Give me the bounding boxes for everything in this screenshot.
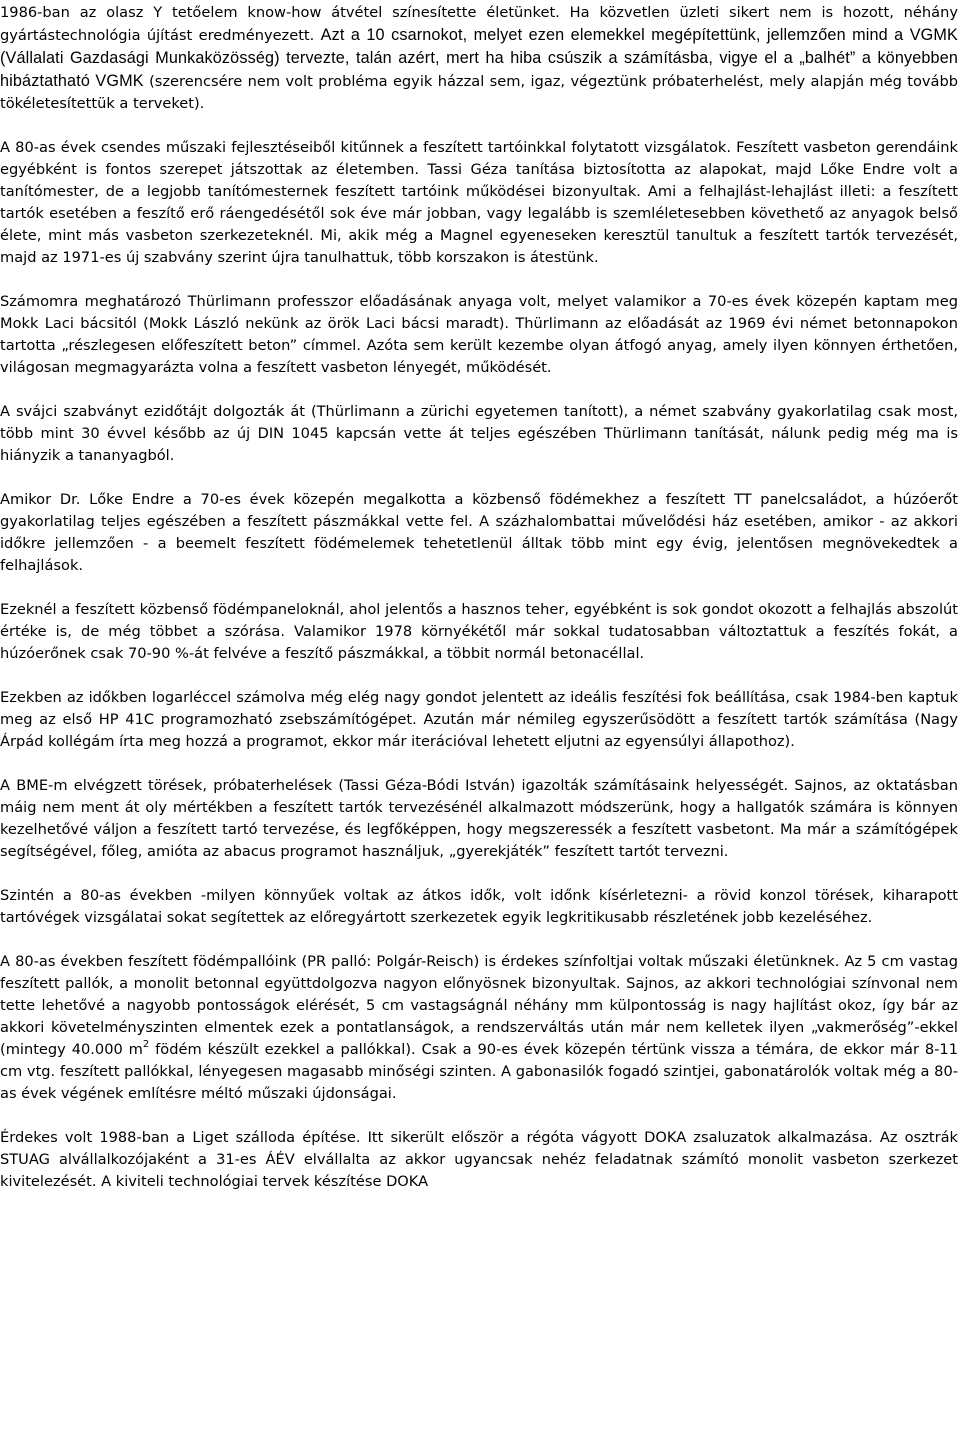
paragraph-short-consoles: Szintén a 80-as években -milyen könnyűek voltak az átkos idők, volt időnk kísérletezni- a rövid konzol törések, kiharapott tartóvégek vizsgálatai sokat segítettek az előregyártott szerkezetek egyik legkritikusabb részletének jobb kezeléséhez. xyxy=(0,887,958,926)
paragraph-y-roof-element xyxy=(0,2,958,115)
paragraph-swiss-standard: A svájci szabványt ezidőtájt dolgozták át (Thürlimann a zürichi egyetemen tanított), a német szabvány gyakorlatilag csak most, több mint 30 évvel később az új DIN 1045 kapcsán vette át teljes egészében Thürlimann tanítását, nálunk pedig még ma is hiányzik a tananyagból. xyxy=(0,403,958,464)
paragraph-text: A 80-as években feszített födémpallóink (PR palló: Polgár-Reisch) is érdekes színfoltjai voltak műszaki életünknek. Az 5 cm vastag feszített pallók, a monolit betonnal együttdolgozva nagyon előnyösnek bizonyultak. Sajnos, az akkori technológiai színvonal nem tette lehetővé a nagyobb pontosságok elérését, 5 cm vastagságnál néhány mm külpontosság is nagy hajlítást okoz, így bár az akkori követelményszinten elmentek ezek a pontatlanságok, a rendszerváltás után már nem kelletek ilyen „vakmerőség”-ekkel (mintegy 40.000 m xyxy=(0,953,958,1058)
paragraph-liget-hotel: Érdekes volt 1988-ban a Liget szálloda építése. Itt sikerült először a régóta vágyott DOKA zsaluzatok alkalmazása. Az osztrák STUAG alvállalkozójaként a 31-es ÁÉV elvállalta az akkor ugyancsak nehéz feladatnak számító monolit vasbeton szerkezet kivitelezését. A kiviteli technológiai tervek készítése DOKA xyxy=(0,1129,958,1190)
paragraph-prestressed-tests: A 80-as évek csendes műszaki fejlesztéseiből kitűnnek a feszített tartóinkkal folytatott vizsgálatok. Feszített vasbeton gerendáink egyébként is fontos szerepet játszottak az életemben. Tassi Géza tanítása biztosította az alapokat, majd Lőke Endre volt a tanítómester, de a legjobb tanítómesternek feszített tartóink működései bizonyultak. Ami a felhajlást-lehajlást illeti: a feszített tartók esetében a feszítő erő ráengedésétől sok éve már jobban, vagy legalább is szemléletesebben követhető az anyagok belső élete, mint más vasbeton szerkezeteknél. Mi, akik még a Magnel egyeneseken keresztül tanultuk a feszített tartók tervezését, majd az 1971-es új szabvány szerint újra tanulhattuk, több korszakon is átestünk. xyxy=(0,139,958,266)
superscript: 2 xyxy=(142,1039,150,1051)
paragraph-floor-planks xyxy=(0,951,958,1105)
paragraph-text: Azt a 10 csarnokot, melyet ezen elemekkel megépítettünk, jellemzően mind a VGMK (Vállalati Gazdasági Munkaközösség) tervezte, talán azért, mert ha hiba csúszik a számításba, vigye el a „balhét” a könyebben hibáztatható VGMK xyxy=(0,26,958,90)
paragraph-bme-tests: A BME-m elvégzett törések, próbaterhelések (Tassi Géza-Bódi István) igazolták számításaink helyességét. Sajnos, az oktatásban máig nem ment át oly mértékben a feszített tartók tervezésénél alkalmazott módszerünk, hogy a hallgatók számára is könnyen kezelhetővé váljon a feszített tartó tervezése, és legfőképpen, hogy megszeressék a feszített vasbetont. Ma már a számítógépek segítségével, főleg, amióta az abacus programot használjuk, „gyerekjáték” feszített tartót tervezni. xyxy=(0,777,958,860)
paragraph-slide-rule: Ezekben az időkben logarléccel számolva még elég nagy gondot jelentett az ideális feszítési fok beállítása, csak 1984-ben kaptuk meg az első HP 41C programozható zsebszámítógépet. Azután már némileg egyszerűsödött a feszített tartók számítása (Nagy Árpád kollégám írta meg hozzá a programot, ekkor már iterációval lehetett eljutni az egyensúlyi állapothoz). xyxy=(0,689,958,750)
paragraph-text: (szerencsére nem volt probléma egyik házzal sem, igaz, végeztünk próbaterhelést, mely alapján még tovább tökéletesítettük a terveket). xyxy=(0,73,958,112)
paragraph-floor-panels: Ezeknél a feszített közbenső födémpaneloknál, ahol jelentős a hasznos teher, egyébként is sok gondot okozott a felhajlás abszolút értéke is, de még többet a szórása. Valamikor 1978 környékétől már sokkal tudatosabban változtattuk a feszítés fokát, a húzóerőnek csak 70-90 %-át felvéve a feszítő pászmákkal, a többit normál betonacéllal. xyxy=(0,601,958,662)
paragraph-text: 1986-ban az olasz Y tetőelem know-how átvétel színesítette életünket. Ha közvetlen üzleti sikert nem is hozott, néhány gyártástechnológia újítást eredményezett. xyxy=(0,4,958,44)
paragraph-tt-panel-family: Amikor Dr. Lőke Endre a 70-es évek közepén megalkotta a közbenső födémekhez a feszített TT panelcsaládot, a húzóerőt gyakorlatilag teljes egészében a feszített pászmákkal vette fel. A százhalombattai művelődési ház esetében, amikor - az akkori időkre jellemzően - a beemelt feszített födémelemek tehetetlenül álltak több mint egy évig, jelentősen megnövekedtek a felhajlások. xyxy=(0,491,958,574)
paragraph-text: födém készült ezekkel a pallókkal). Csak a 90-es évek közepén tértünk vissza a témára, de ekkor már 8-11 cm vtg. feszített pallókkal, lényegesen magasabb minőségi szinten. A gabonasilók fogadó szintjei, gabonatárolók voltak még a 80-as évek végének említésre méltó műszaki újdonságai. xyxy=(0,1041,958,1102)
paragraph-thurlimann-lecture: Számomra meghatározó Thürlimann professzor előadásának anyaga volt, melyet valamikor a 70-es évek közepén kaptam meg Mokk Laci bácsitól (Mokk László nekünk az örök Laci bácsi maradt). Thürlimann az előadását az 1969 évi német betonnapokon tartotta „részlegesen előfeszített beton” címmel. Azóta sem került kezembe olyan átfogó anyag, amely ilyen könnyen érthetően, világosan megmagyarázta volna a feszített vasbeton lényegét, működését. xyxy=(0,293,958,376)
document-body xyxy=(0,2,958,1193)
